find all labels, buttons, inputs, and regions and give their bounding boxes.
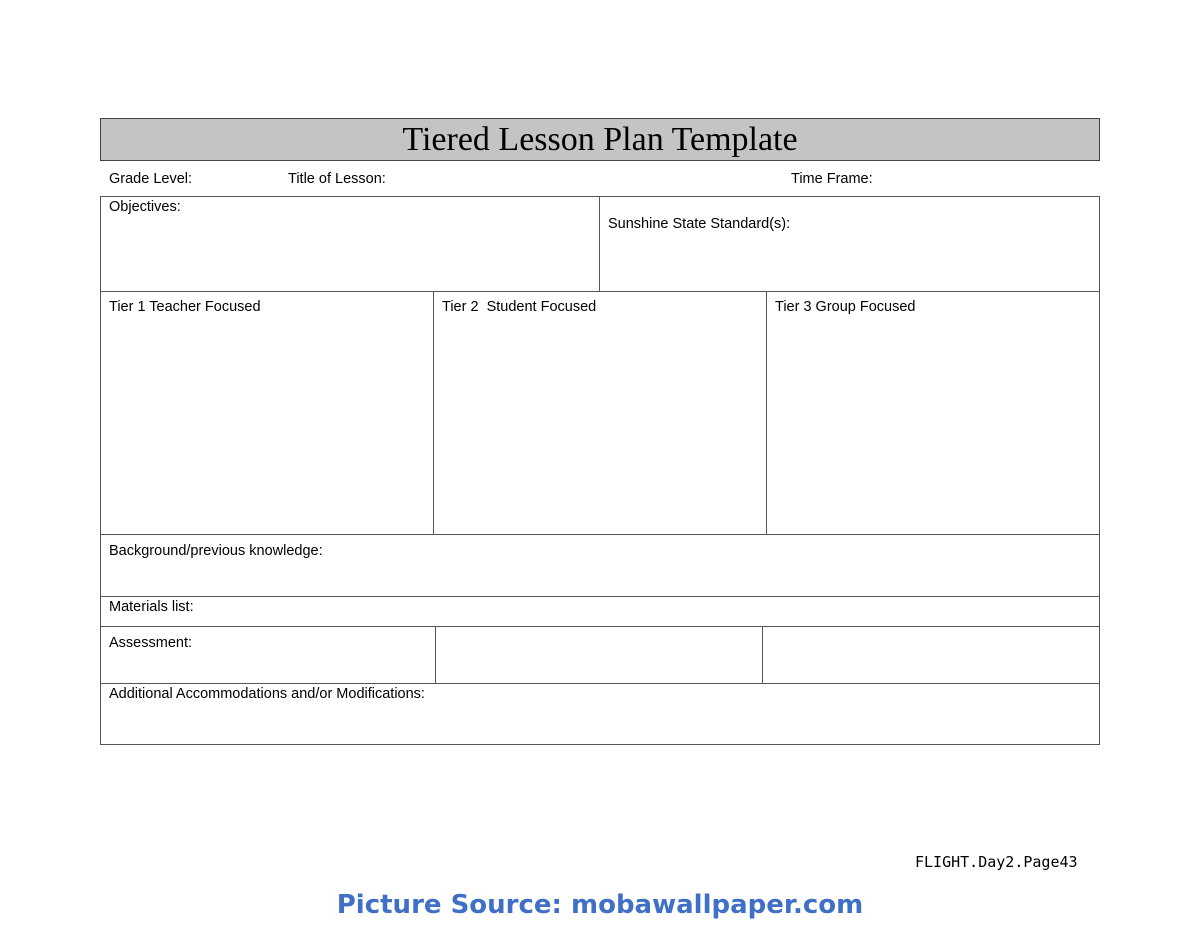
row-divider: [100, 534, 1100, 535]
standards-label: Sunshine State Standard(s):: [608, 216, 791, 232]
background-knowledge-label: Background/previous knowledge:: [109, 543, 323, 559]
row-divider: [100, 596, 1100, 597]
tier-2-label: Tier 2 Student Focused: [442, 299, 597, 315]
lesson-plan-grid: [100, 196, 1100, 745]
tier-3-label: Tier 3 Group Focused: [775, 299, 916, 315]
time-frame-label: Time Frame:: [791, 171, 873, 187]
picture-source-watermark: Picture Source: mobawallpaper.com: [336, 890, 864, 920]
document-title-bar: [100, 118, 1100, 161]
column-divider: [762, 626, 763, 683]
title-of-lesson-label: Title of Lesson:: [288, 171, 386, 187]
row-divider: [100, 291, 1100, 292]
accommodations-label: Additional Accommodations and/or Modifications:: [109, 686, 425, 702]
assessment-label: Assessment:: [109, 635, 192, 651]
row-divider: [100, 683, 1100, 684]
grade-level-label: Grade Level:: [109, 171, 193, 187]
column-divider: [766, 291, 767, 534]
objectives-label: Objectives:: [109, 199, 181, 215]
tier-1-label: Tier 1 Teacher Focused: [109, 299, 261, 315]
column-divider: [435, 626, 436, 683]
materials-list-label: Materials list:: [109, 599, 194, 615]
column-divider: [599, 196, 600, 291]
page-code: FLIGHT.Day2.Page43: [915, 853, 1078, 871]
row-divider: [100, 626, 1100, 627]
document-title: Tiered Lesson Plan Template: [402, 121, 798, 158]
column-divider: [433, 291, 434, 534]
